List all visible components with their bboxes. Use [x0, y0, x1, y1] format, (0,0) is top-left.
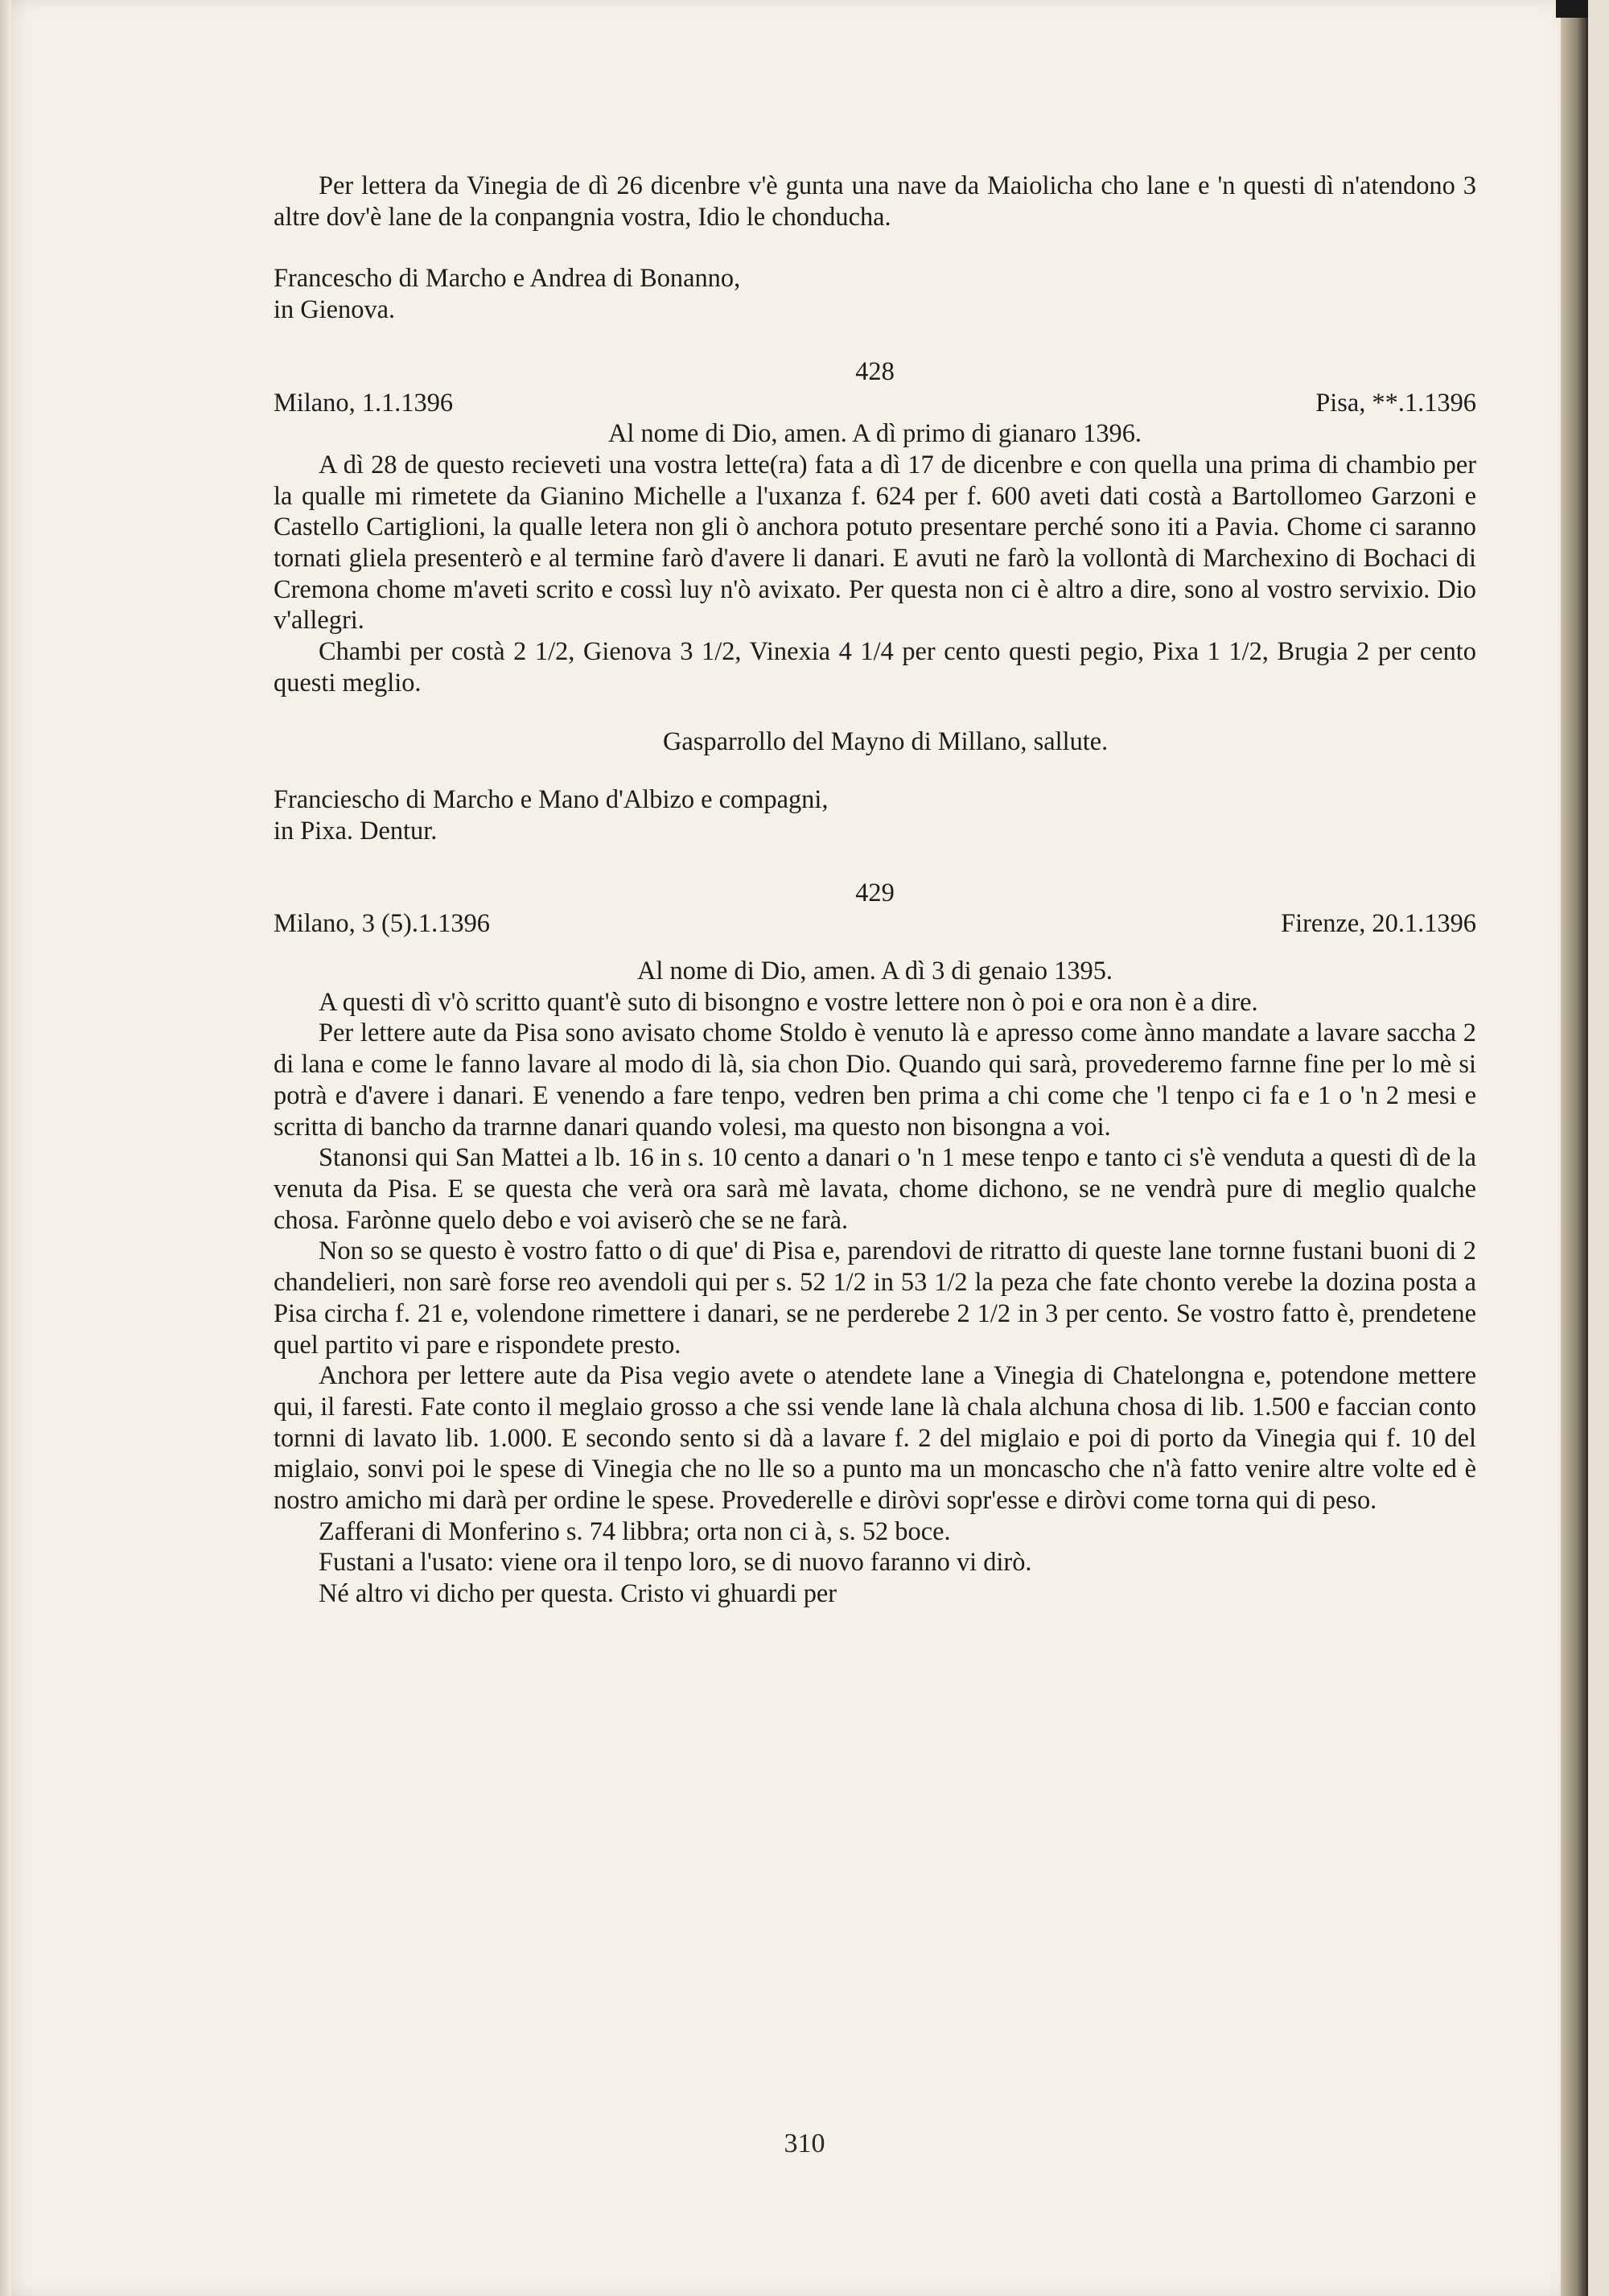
letter-428-number: 428	[855, 356, 895, 386]
top-letter-address-line2: in Gienova.	[274, 295, 396, 325]
letter-428-signature: Gasparrollo del Mayno di Millano, sallute.	[663, 726, 1109, 756]
scan-corner	[1556, 0, 1588, 18]
letter-429-origin: Milano, 3 (5).1.1396	[274, 909, 490, 939]
top-letter-paragraph: Per lettera da Vinegia de dì 26 dicenbre v'è gunta una nave da Maiolicha cho lane e 'n questi dì n'atendono 3 altre dov'è lane de la conpangnia vostra, Idio le chonducha.	[274, 171, 1476, 232]
top-letter-address-line1: Francescho di Marcho e Andrea di Bonanno,	[274, 264, 741, 294]
letter-429-number: 429	[855, 878, 895, 907]
letter-428-paragraph: A dì 28 de questo recieveti una vostra lette(ra) fata a dì 17 de dicenbre e con quella una prima di chambio per la qualle mi rimetete da Gianino Michelle a l'uxanza f. 624 per f. 600 aveti dati costà a Bartollomeo Garzoni e Castello Cartiglioni, la qualle letera non gli ò anchora potuto presentare perché sono iti a Pavia. Chome ci saranno tornati gliela presenterò e al termine farò d'avere li danari. E avuti ne farò la vollontà di Marchexino di Bochaci di Cremona chome m'aveti scrito e cossì luy n'ò avixato. Per questa non ci è altro a dire, sono al vostro servixio. Dio v'allegri.	[274, 450, 1476, 636]
letter-428-salutation: Al nome di Dio, amen. A dì primo di gianaro 1396.	[607, 419, 1142, 449]
letter-429-paragraph: Fustani a l'usato: viene ora il tenpo loro, se di nuovo faranno vi dirò.	[319, 1548, 1032, 1578]
letter-429-header	[274, 908, 1476, 940]
letter-429-paragraph: Zafferani di Monferino s. 74 libbra; orta non ci à, s. 52 boce.	[319, 1516, 951, 1546]
letter-429-destination: Firenze, 20.1.1396	[1281, 909, 1476, 939]
page-number: 310	[784, 2129, 825, 2158]
letter-428-header	[274, 388, 1476, 419]
letter-429-paragraph: Stanonsi qui San Mattei a lb. 16 in s. 10 cento a danari o 'n 1 mese tenpo e tanto ci s'è venduta a questi dì de la venuta da Pisa. E se questa che verà ora sarà mè lavata, chome dichono, se ne vendrà pure di meglio qualche chosa. Farònne quelo debo e voi aviserò che se ne farà.	[274, 1143, 1476, 1235]
letter-429-paragraph: A questi dì v'ò scritto quant'è suto di bisongno e vostre lettere non ò poi e ora non è a dire.	[319, 987, 1258, 1017]
page-text-block	[274, 171, 1476, 1610]
book-binding-shadow	[1561, 0, 1588, 2296]
letter-428-address-line2: in Pixa. Dentur.	[274, 816, 438, 846]
letter-429-paragraph: Anchora per lettere aute da Pisa vegio avete o atendete lane a Vinegia di Chatelongna e, potendone mettere qui, il faresti. Fate conto il meglaio grosso a che ssi vende lane là chala alchuna chosa di lib. 1.500 e faccian conto tornni di lavato lib. 1.000. E secondo sento si dà a lavare f. 2 del miglaio e poi di porto da Vinegia qui f. 10 del miglaio, sonvi poi le spese di Vinegia che no lle so a punto ma un moncascho che n'à fatto venire altre volte ed è nostro amicho mi darà per ordine le spese. Provederelle e diròvi sopr'esse e diròvi come torna qui di peso.	[274, 1361, 1476, 1516]
letter-429-paragraph: Non so se questo è vostro fatto o di que' di Pisa e, parendovi de ritratto di queste lane tornne fustani buoni di 2 chandelieri, non sarè forse reo avendoli qui per s. 52 1/2 in 53 1/2 la peza che fate chonto verebe la dozina posta a Pisa circha f. 21 e, volendone rimettere i danari, se ne perderebe 2 1/2 in 3 per cento. Se vostro fatto è, prendetene quel partito vi pare e rispondete presto.	[274, 1236, 1476, 1360]
letter-428-destination: Pisa, **.1.1396	[1315, 388, 1476, 418]
letter-428-paragraph: Chambi per costà 2 1/2, Gienova 3 1/2, Vinexia 4 1/4 per cento questi pegio, Pixa 1 1/2, Brugia 2 per cento questi meglio.	[274, 637, 1476, 697]
letter-429-salutation: Al nome di Dio, amen. A dì 3 di genaio 1395.	[636, 957, 1113, 986]
page-left-edge	[0, 0, 11, 2296]
letter-428-address-line1: Franciescho di Marcho e Mano d'Albizo e compagni,	[274, 785, 829, 815]
letter-429-paragraph: Né altro vi dicho per questa. Cristo vi ghuardi per	[319, 1579, 837, 1609]
letter-428-origin: Milano, 1.1.1396	[274, 388, 454, 418]
letter-429-paragraph: Per lettere aute da Pisa sono avisato chome Stoldo è venuto là e apresso come ànno mandate a lavare saccha 2 di lana e come le fanno lavare al modo di là, sia chon Dio. Quando qui sarà, provederemo farnne fine per lo mè si potrà e d'avere i danari. E venendo a fare tenpo, vedren ben prima a chi come che 'l tenpo ci fa e 1 o 'n 2 mesi e scritta di bancho da trarnne danari quando volesi, ma questo non bisongna a voi.	[274, 1018, 1476, 1142]
